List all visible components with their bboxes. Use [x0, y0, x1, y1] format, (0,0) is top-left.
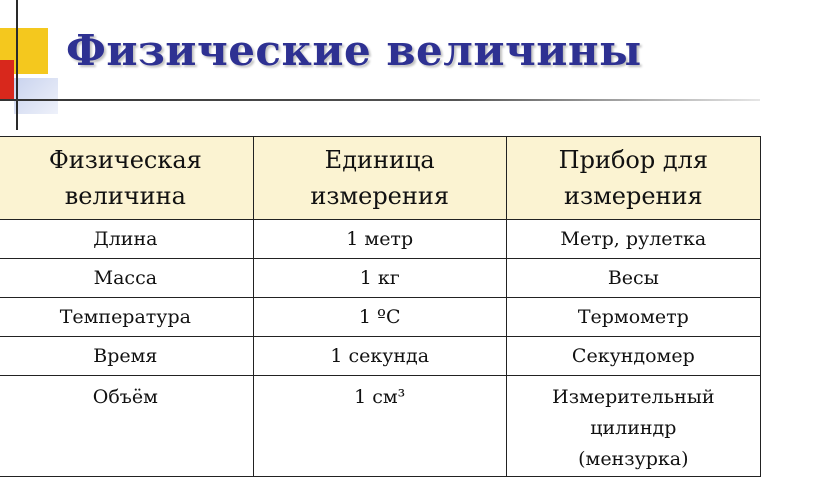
cell-unit: 1 см³ [253, 376, 506, 477]
cell-unit: 1 секунда [253, 337, 506, 376]
table-row [0, 298, 761, 337]
cell-instrument: Весы [506, 259, 760, 298]
slide-title: Физические величины [66, 26, 642, 75]
cell-quantity: Объём [0, 376, 253, 477]
cell-instrument: Метр, рулетка [506, 220, 760, 259]
table-header-row [0, 137, 761, 220]
cell-quantity: Время [0, 337, 253, 376]
cell-instrument-text: Измерительный цилиндр (мензурка) [552, 386, 715, 470]
cell-quantity: Длина [0, 220, 253, 259]
header-instrument-text: Прибор для измерения [558, 146, 709, 210]
cell-instrument: Термометр [506, 298, 760, 337]
decor-vertical-line [16, 0, 18, 130]
header-unit-text: Единица измерения [310, 146, 450, 210]
table-row [0, 337, 761, 376]
cell-instrument [506, 376, 760, 477]
cell-quantity: Температура [0, 298, 253, 337]
decor-blue-square [14, 78, 58, 114]
title-underline [0, 99, 760, 101]
table-row [0, 259, 761, 298]
header-instrument [506, 137, 760, 220]
table-row [0, 376, 761, 477]
cell-quantity: Масса [0, 259, 253, 298]
cell-unit: 1 кг [253, 259, 506, 298]
cell-unit: 1 метр [253, 220, 506, 259]
header-unit [253, 137, 506, 220]
decor-red-square [0, 60, 14, 100]
table-row [0, 220, 761, 259]
header-quantity [0, 137, 253, 220]
physical-quantities-table [0, 136, 761, 477]
cell-instrument: Секундомер [506, 337, 760, 376]
cell-unit: 1 ºС [253, 298, 506, 337]
header-quantity-text: Физическая величина [48, 146, 202, 210]
